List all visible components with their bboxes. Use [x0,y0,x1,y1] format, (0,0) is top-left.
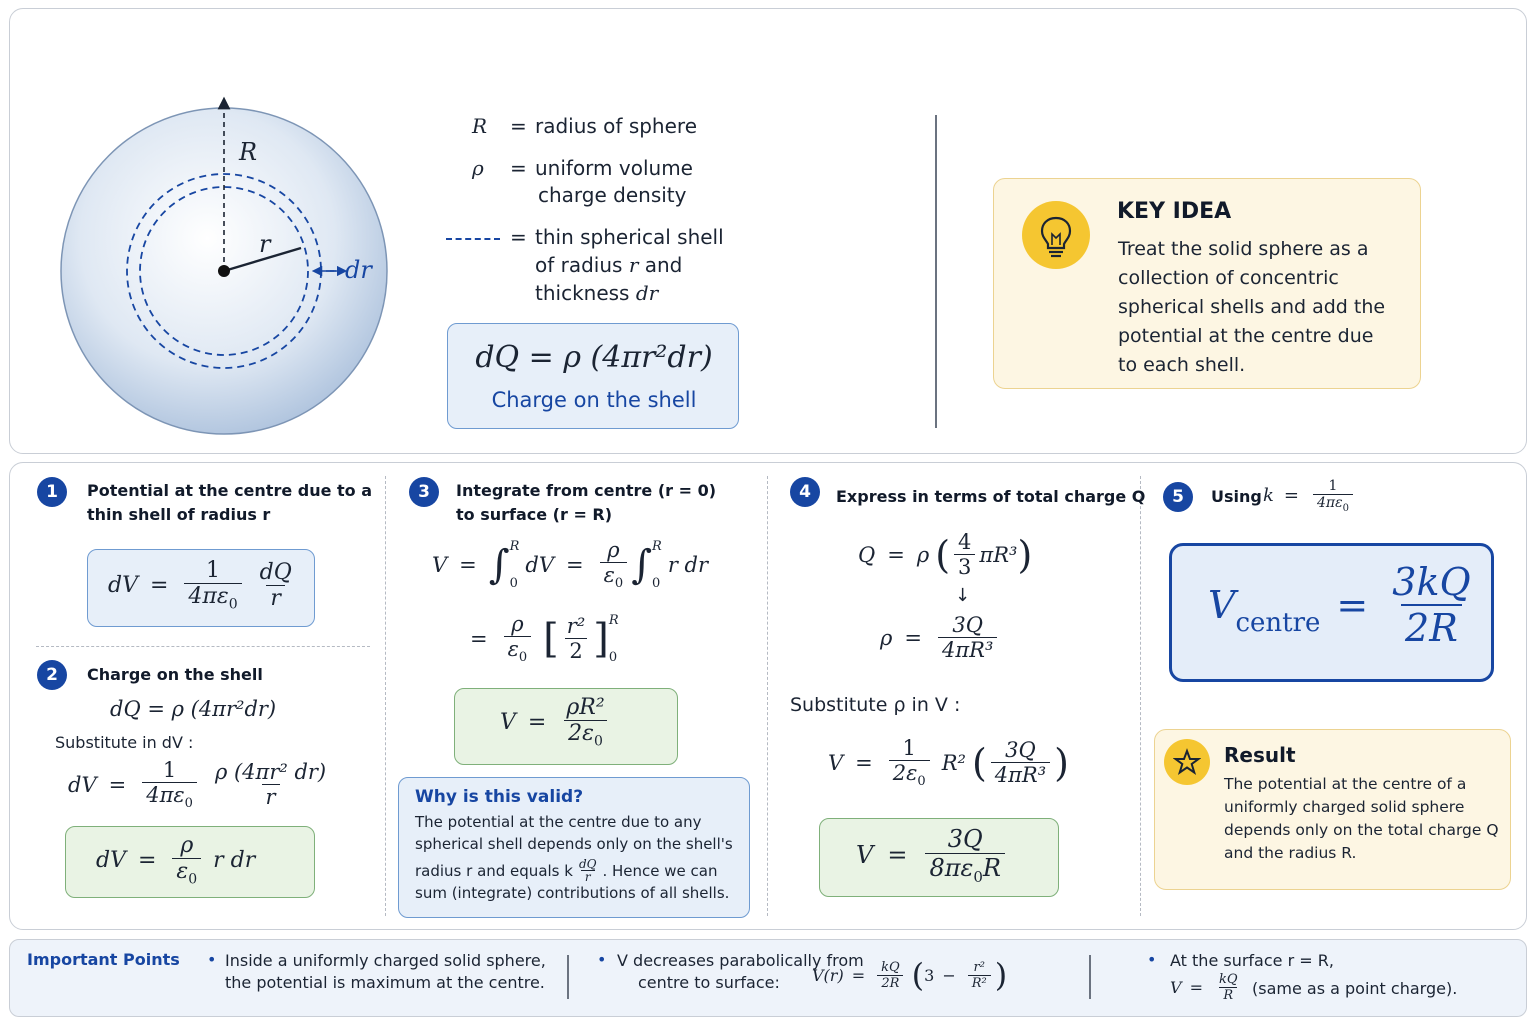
important-points-label: Important Points [27,950,180,969]
def-shell-text-2: of radius r and [535,253,683,277]
point-1-line1: Inside a uniformly charged solid sphere, [225,951,546,970]
point-2-formula: V(r) = $\frac{kQ}{2R}$ ( 3 − $\frac{\text{r²}}{\text{R²}}$ ) [812,956,1008,994]
step-3-result-box [454,688,678,765]
centre-dot [218,265,230,277]
def-R-equals: = [510,114,527,138]
def-shell-dashed-line [446,238,500,240]
key-idea-text: Treat the solid sphere as a collection of concentric spherical shells and add the potential at the centre due to each shell. [1118,238,1386,376]
label-R: R [239,138,258,166]
step-2-result-formula: dV = $\frac{\rho}{\varepsilon_0}$ r dr [96,833,256,888]
step-2-substitute-text: Substitute in dV : [55,733,194,752]
charge-on-shell-box [447,323,739,429]
result-text: The potential at the centre of a uniformly charged solid sphere depends only on the total charge Q and the radius R. [1224,775,1499,862]
col-divider-1 [385,476,386,916]
point-1-line2: the potential is maximum at the centre. [225,973,545,992]
key-idea-heading: KEY IDEA [1117,199,1232,224]
def-rho-equals: = [510,156,527,180]
step-1-formula-box [87,549,315,627]
bullet-2-dot: • [597,950,607,969]
lightbulb-icon [1022,201,1090,269]
step-3-bracket: = $\frac{\rho}{\varepsilon_0}$ [ $\frac{\text{r²}}{2}$ ] R 0 [470,612,619,666]
step-4-title: Express in terms of total charge Q [836,487,1146,506]
step-4-Q-formula: Q = ρ ( $\frac{4}{3}$ πR³ ) [858,530,1033,579]
key-idea-box [993,178,1421,389]
result-heading: Result [1224,743,1296,767]
final-result-box [1169,543,1494,682]
def-shell-equals: = [510,225,527,249]
col-divider-3 [1140,476,1141,916]
points-divider-2 [1089,955,1091,999]
final-subscript: centre [1235,608,1321,638]
def-shell-text-1: thin spherical shell [535,225,724,249]
why-valid-line3: radius r and equals k $\frac{dQ}{r}$ . Hence we can [415,857,718,884]
why-valid-heading: Why is this valid? [415,787,584,807]
point-3-line2: (same as a point charge). [1252,979,1458,998]
label-r: r [259,230,271,258]
final-denominator: 2R [1401,604,1462,650]
step-4-result-formula: V = $\frac{3Q}{8\pi\varepsilon_0R}$ [856,825,1009,886]
def-shell-text-3: thickness dr [535,281,659,305]
step-2-title: Charge on the shell [87,665,263,684]
step-4-rho-formula: ρ = $\frac{3Q}{\text{4πR³}}$ [880,613,1001,662]
step-3-result-formula: V = $\frac{\text{ρR²}}{2\varepsilon_0}$ [500,695,613,749]
def-R-text: radius of sphere [535,114,698,138]
def-rho-symbol: ρ [472,156,484,180]
def-R-symbol: R [472,114,488,138]
charge-caption: Charge on the shell [491,388,697,412]
bullet-3-dot: • [1147,950,1157,969]
bullet-1-dot: • [207,950,217,969]
col1-row-divider [36,646,370,647]
step-4-result-box [819,818,1059,897]
charge-equation: dQ = ρ (4πr²dr) [475,340,713,375]
step-3-badge: 3 [409,477,439,507]
final-numerator: 3kQ [1392,560,1471,604]
step-5-k-formula: k = $\frac{1}{4\pi\varepsilon_0}$ [1263,478,1357,514]
step-3-integral: V = ∫ R 0 dV = $\frac{\rho}{\varepsilon_0}$ ∫ R 0 r dr [432,538,709,592]
def-rho-text-2: charge density [538,183,687,207]
point-2-line2: centre to surface: [638,973,780,992]
label-dr: dr [345,256,372,284]
result-box [1154,729,1511,890]
step-1-title-line1: Potential at the centre due to a [87,481,373,500]
step-1-badge: 1 [37,477,67,507]
step-3-title-line2: to surface (r = R) [456,505,613,524]
why-valid-line2: spherical shell depends only on the shell's [415,835,733,853]
why-valid-line4: sum (integrate) contributions of all shells. [415,884,730,902]
step-2-result-box [65,826,315,898]
point-3-formula: V = $\frac{kQ}{R}$ [1170,972,1238,1003]
step-2-badge: 2 [37,660,67,690]
why-valid-box [398,777,750,918]
point-2-line1: V decreases parabolically from [617,951,864,970]
final-formula: V centre = $\frac{3kQ}{2R}$ [1208,560,1479,650]
col-divider-2 [767,476,768,916]
points-divider-1 [567,955,569,999]
step-1-title-line2: thin shell of radius r [87,505,271,524]
star-icon [1164,739,1210,785]
top-vertical-divider [935,115,937,428]
down-arrow-icon: ↓ [955,585,971,606]
step-4-substitute-text: Substitute ρ in V : [790,694,961,716]
step-4-badge: 4 [790,477,820,507]
step-2-charge-eq: dQ = ρ (4πr²dr) [110,697,277,721]
step-3-title-line1: Integrate from centre (r = 0) [456,481,717,500]
step-2-substituted-formula: dV = $\frac{1}{4\pi\varepsilon_0}$ $\frac{\text{ρ (4πr² dr)}}{r}$ [68,758,327,812]
step-5-badge: 5 [1163,482,1193,512]
step-5-title: Using [1211,487,1262,506]
def-rho-text-1: uniform volume [535,156,693,180]
step-1-formula: dV = $\frac{1}{4\pi\varepsilon_0}$ $\frac{dQ}{r}$ [108,558,292,613]
why-valid-line1: The potential at the centre due to any [415,813,702,831]
point-3-line1: At the surface r = R, [1170,951,1334,970]
step-4-substituted-formula: V = $\frac{1}{2\varepsilon_0}$ R² ( $\frac{3Q}{\text{4πR³}}$ ) [828,736,1069,790]
